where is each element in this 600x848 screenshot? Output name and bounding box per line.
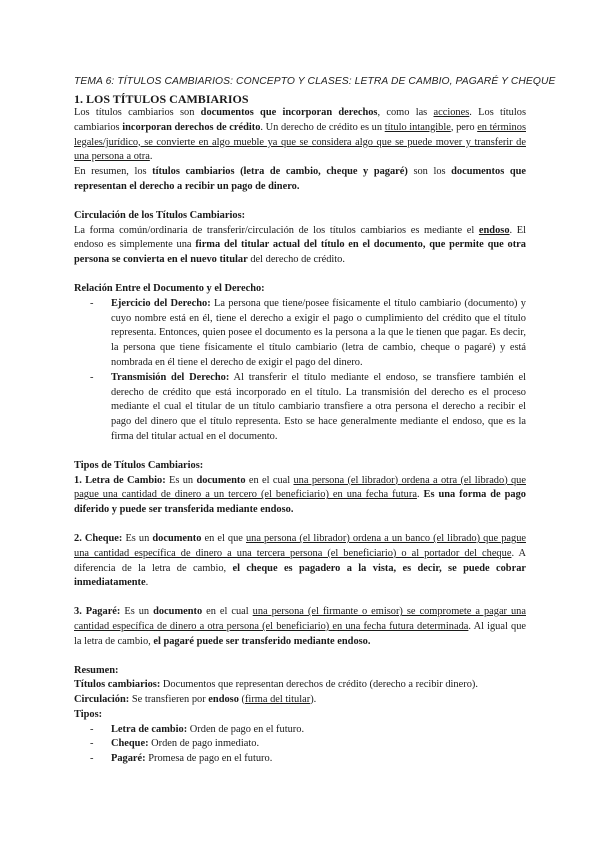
subheading-tipos: Tipos de Títulos Cambiarios: bbox=[74, 459, 204, 471]
bold-run: 2. Cheque: bbox=[74, 532, 123, 544]
text-run: . Al igual que la letra de cambio, bbox=[74, 620, 527, 647]
bold-run: Es una forma de pago diferido y puede ser transferida mediante endoso. bbox=[74, 489, 526, 516]
list-item-label: Letra de cambio: bbox=[111, 723, 188, 735]
section-heading-titulos-cambiarios: 1. LOS TÍTULOS CAMBIARIOS bbox=[74, 92, 249, 106]
text-run: son los bbox=[407, 166, 452, 178]
bold-run: 1. Letra de Cambio: bbox=[74, 474, 166, 486]
resumen-tipos-list bbox=[74, 723, 526, 767]
paragraph-pagare bbox=[74, 605, 526, 649]
paragraph-letra-de-cambio bbox=[74, 474, 526, 518]
list-item bbox=[90, 752, 526, 767]
subheading-circulacion: Circulación de los Títulos Cambiarios: bbox=[74, 209, 246, 221]
text-run: La forma común/ordinaria de transferir/circulación de los títulos cambiarios es mediante el bbox=[74, 224, 479, 236]
paragraph-circulacion bbox=[74, 224, 526, 268]
text-run: . bbox=[145, 577, 149, 589]
bold-underlined-run: endoso bbox=[478, 224, 510, 236]
list-item-label: Ejercicio del Derecho: bbox=[111, 297, 211, 309]
subheading-relacion: Relación Entre el Documento y el Derecho: bbox=[74, 282, 265, 294]
bold-run: endoso bbox=[208, 694, 239, 706]
text-run: . bbox=[149, 151, 153, 163]
text-run: en el cual bbox=[202, 606, 253, 618]
list-item-text: La persona que tiene/posee físicamente el título cambiario (documento) y cuyo nombre está en él, tiene el derecho a exigir el pago o cumplimiento del crédito que el título representa. Entonces, quien posee el documento es la persona a la que le tienen que pagar. Es decir, la persona que tiene físicamente el título cambiario (letra de cambio, cheque o pagaré) y está nombrada en él tiene el derecho de exigir el pago del dinero. bbox=[111, 297, 526, 368]
paragraph-definicion bbox=[74, 106, 526, 165]
text-run: Se transfieren por bbox=[129, 694, 209, 706]
bold-run: Circulación: bbox=[74, 694, 130, 706]
list-item bbox=[90, 737, 526, 752]
list-item-text: Orden de pago inmediato. bbox=[148, 738, 260, 750]
text-run: Es un bbox=[120, 606, 154, 618]
underlined-run: una persona (el firmante o emisor) se compromete a pagar una cantidad específica de dinero a otra persona (el beneficiario) en una fecha futura determinada bbox=[74, 606, 526, 632]
resumen-tipos-label: Tipos: bbox=[74, 708, 103, 720]
text-run: . A diferencia de la letra de cambio, bbox=[74, 547, 526, 574]
bold-run: firma del titular actual del título en el documento, que permite que otra persona se convierta en el nuevo titular bbox=[74, 239, 526, 266]
text-run: del derecho de crédito. bbox=[247, 254, 345, 266]
text-run: . bbox=[416, 489, 424, 501]
text-run: en el cual bbox=[245, 474, 294, 486]
bold-run: documentos que representan el derecho a recibir un pago de dinero. bbox=[74, 166, 526, 192]
text-run: , pero bbox=[450, 121, 478, 133]
text-run: ). bbox=[310, 694, 317, 706]
text-run: . El endoso es simplemente una bbox=[74, 224, 526, 251]
bold-run: documento bbox=[196, 474, 246, 486]
bold-run: 3. Pagaré: bbox=[74, 606, 121, 618]
text-run: Es un bbox=[122, 532, 153, 544]
bold-run: incorporan derechos de crédito bbox=[122, 121, 261, 133]
list-item bbox=[90, 723, 526, 738]
underlined-run: acciones bbox=[433, 107, 470, 118]
underlined-run: una persona (el librador) ordena a un banco (el librado) que pague una cantidad específica de dinero a una tercera persona (el beneficiario) o al portador del cheque bbox=[74, 532, 527, 559]
underlined-run: título intangible bbox=[384, 121, 451, 133]
relacion-list bbox=[74, 297, 526, 445]
text-run: Los títulos cambiarios son bbox=[74, 107, 201, 118]
subheading-resumen: Resumen: bbox=[74, 664, 119, 676]
bold-run: títulos cambiarios (letra de cambio, cheque y pagaré) bbox=[152, 166, 408, 178]
bold-run: documentos que incorporan derechos bbox=[200, 107, 378, 118]
text-run: En resumen, los bbox=[74, 166, 153, 178]
list-item-label: Pagaré: bbox=[111, 753, 146, 765]
paragraph-resumen-definicion bbox=[74, 165, 526, 195]
text-run: ( bbox=[238, 694, 245, 706]
bold-run: el pagaré puede ser transferido mediante endoso. bbox=[153, 635, 371, 647]
text-run: Documentos que representan derechos de crédito (derecho a recibir dinero). bbox=[160, 679, 478, 691]
text-run: . Un derecho de crédito es un bbox=[260, 121, 385, 133]
list-item-label: Cheque: bbox=[111, 738, 149, 750]
paragraph-cheque bbox=[74, 532, 526, 591]
bold-run: Títulos cambiarios: bbox=[74, 679, 161, 691]
resumen-titulos bbox=[74, 678, 526, 693]
topic-title: TEMA 6: TÍTULOS CAMBIARIOS: CONCEPTO Y CLASES: LETRA DE CAMBIO, PAGARÉ Y CHEQUE bbox=[74, 76, 556, 87]
underlined-run: una persona (el librador) ordena a otra (el librado) que pague una cantidad de dinero a un tercero (el beneficiario) en una fecha futura bbox=[74, 474, 526, 501]
list-item bbox=[90, 297, 526, 371]
list-item-text: Orden de pago en el futuro. bbox=[187, 723, 305, 735]
text-run: . Los títulos cambiarios bbox=[74, 107, 526, 133]
underlined-run: en términos legales/jurídico, se convierte en algo mueble ya que se considera algo que se puede mover y transferir de una persona a otra bbox=[74, 121, 526, 163]
bold-run: el cheque es pagadero a la vista, es decir, se puede cobrar inmediatamente bbox=[74, 562, 527, 589]
list-item-text: Promesa de pago en el futuro. bbox=[145, 753, 273, 765]
bold-run: documento bbox=[152, 532, 202, 544]
text-run: , como las bbox=[377, 107, 434, 118]
list-item-text: Al transferir el título mediante el endoso, se transfiere también el derecho de crédito que está incorporado en el título. La transmisión del derecho es el proceso mediante el cual el titular de un título cambiario transfiere a otra persona el derecho a recibir el pago del dinero que el título representa. Esto se hace generalmente mediante el endoso, que es la firma del titular actual en el documento. bbox=[111, 371, 527, 442]
bold-run: documento bbox=[153, 606, 203, 618]
text-run: en el que bbox=[201, 532, 246, 544]
list-item bbox=[90, 371, 526, 445]
text-run: Es un bbox=[165, 474, 197, 486]
list-item-label: Transmisión del Derecho: bbox=[111, 371, 230, 383]
underlined-run: firma del titular bbox=[244, 694, 311, 706]
resumen-circulacion bbox=[74, 693, 526, 708]
